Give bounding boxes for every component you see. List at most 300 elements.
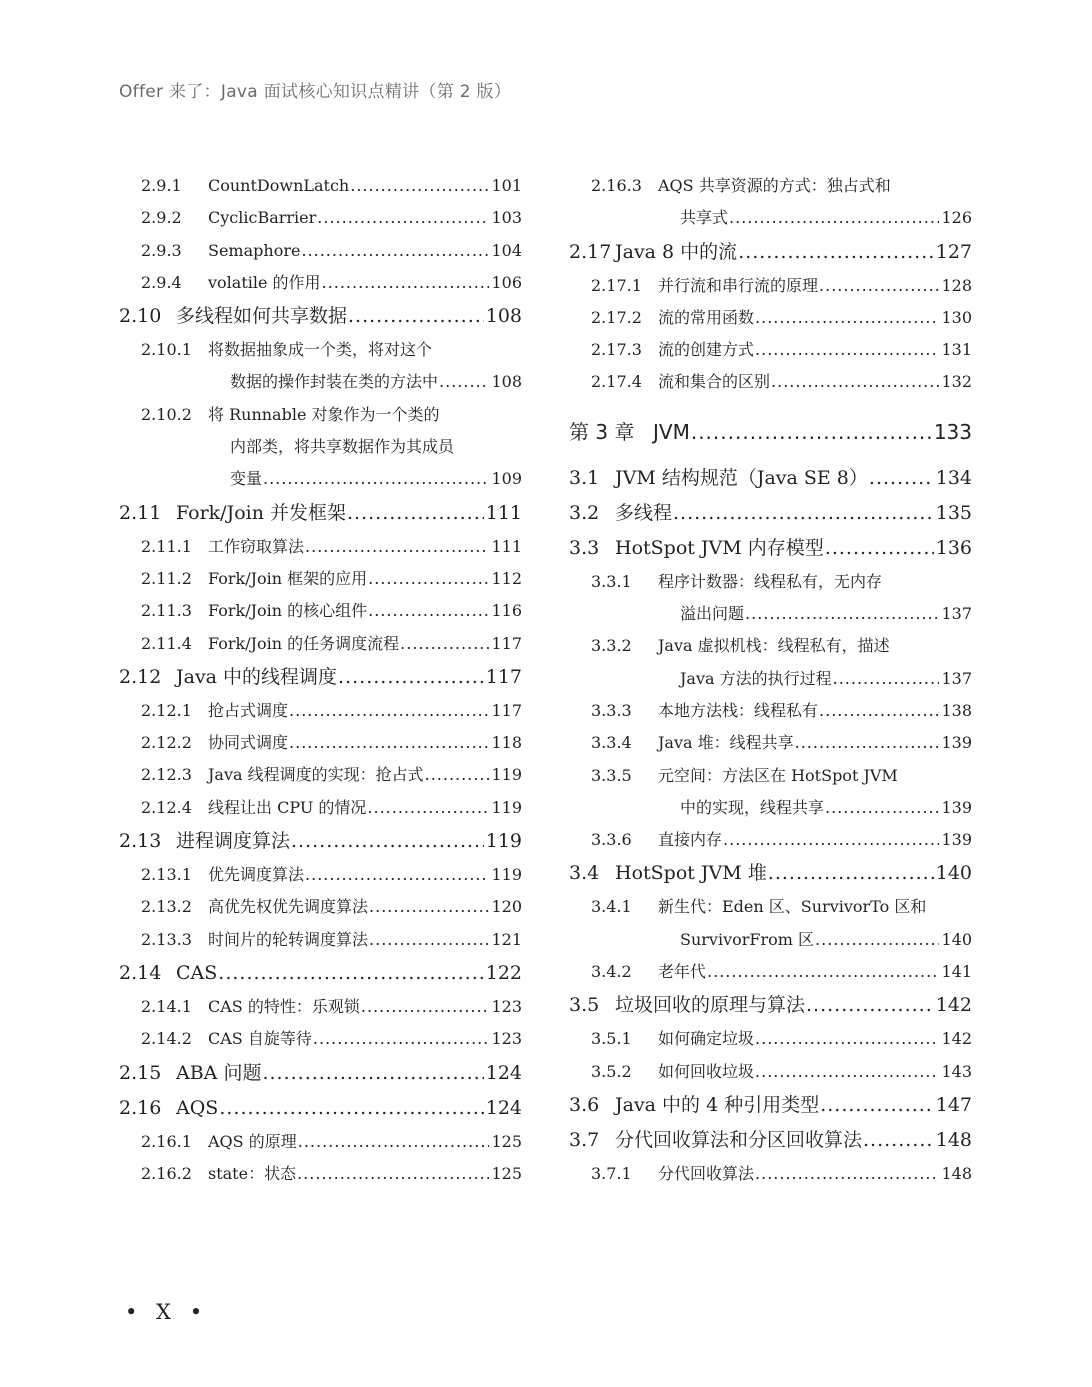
- toc-entry-sub[interactable]: [119, 891, 522, 923]
- toc-entry-continuation: [591, 598, 972, 630]
- toc-entry-sec[interactable]: [119, 299, 522, 334]
- toc-entry-row: [591, 1158, 972, 1190]
- dot-leader: [301, 235, 489, 267]
- toc-entry-row: [591, 366, 972, 398]
- toc-entry-row: [119, 665, 522, 689]
- toc-page-number: 137: [941, 668, 972, 688]
- toc-page-number: 111: [485, 501, 522, 524]
- toc-entry-number: 3.1: [569, 466, 600, 489]
- toc-page-number: 127: [935, 240, 972, 263]
- toc-entry-number: 3.3.2: [591, 636, 632, 656]
- toc-entry-sec[interactable]: [569, 496, 972, 531]
- dot-leader: [348, 304, 484, 328]
- toc-entry-number: 3.3.5: [591, 765, 632, 785]
- toc-entry-sub[interactable]: [119, 1023, 522, 1055]
- toc-entry-number: 2.13.2: [141, 897, 192, 917]
- toc-entry-title: Fork/Join 的核心组件: [208, 601, 368, 621]
- dot-leader: [297, 1158, 489, 1190]
- toc-entry-row: [141, 1126, 522, 1158]
- toc-entry-sub[interactable]: [119, 1126, 522, 1158]
- dot-leader: [833, 663, 940, 695]
- dot-leader: [439, 366, 489, 398]
- dot-leader: [806, 993, 934, 1017]
- toc-page-number: 125: [491, 1163, 522, 1183]
- toc-entry-sub[interactable]: [119, 759, 522, 791]
- toc-entry-continuation: [591, 202, 972, 234]
- toc-entry-continuation: [141, 431, 522, 463]
- dot-leader: [368, 595, 489, 627]
- dot-leader: [673, 501, 934, 525]
- dot-leader: [369, 924, 489, 956]
- toc-entry-number: 2.12.1: [141, 700, 192, 720]
- toc-entry-number: 2.14.2: [141, 1029, 192, 1049]
- toc-entry-continuation: [141, 463, 522, 495]
- toc-entry-sub[interactable]: [569, 1056, 972, 1088]
- dot-leader: [863, 1128, 934, 1152]
- toc-entry-row: [591, 1023, 972, 1055]
- toc-entry-title-cont: 内部类，将共享数据作为其成员: [230, 437, 455, 457]
- toc-entry-sec[interactable]: [569, 461, 972, 496]
- toc-entry-row: [141, 792, 522, 824]
- dot-leader: [819, 695, 939, 727]
- toc-entry-sub[interactable]: [119, 202, 522, 234]
- toc-entry-sec[interactable]: [569, 531, 972, 566]
- toc-entry-number: 3.4: [569, 862, 600, 885]
- toc-entry-row: [141, 235, 522, 267]
- toc-page-number: 147: [935, 1093, 972, 1116]
- toc-entry-sec[interactable]: [119, 660, 522, 695]
- toc-entry-sub[interactable]: [569, 891, 972, 956]
- dot-leader: [361, 991, 490, 1023]
- dot-leader: [368, 563, 489, 595]
- toc-entry-number: 2.11.3: [141, 601, 192, 621]
- toc-entry-number: 3.7.1: [591, 1163, 632, 1183]
- toc-entry-number: 3.2: [569, 501, 600, 524]
- toc-entry-sub[interactable]: [119, 792, 522, 824]
- toc-entry-title: 线程让出 CPU 的情况: [208, 797, 367, 817]
- toc-entry-title: 程序计数器：线程私有，无内存: [658, 571, 883, 591]
- toc-entry-sec[interactable]: [569, 1088, 972, 1123]
- toc-entry-sub[interactable]: [569, 366, 972, 398]
- toc-entry-row: [141, 595, 522, 627]
- toc-entry-number: 2.12.4: [141, 797, 192, 817]
- toc-entry-title: Java 虚拟机栈：线程私有，描述: [658, 636, 890, 656]
- toc-entry-row: [591, 1056, 972, 1088]
- toc-entry-row: [141, 727, 522, 759]
- toc-entry-sub[interactable]: [119, 399, 522, 496]
- dot-leader: [795, 727, 940, 759]
- dot-leader: [723, 824, 939, 856]
- toc-entry-title: 本地方法栈：线程私有: [658, 700, 819, 720]
- toc-page-number: 142: [935, 994, 972, 1017]
- toc-entry-row: [569, 466, 972, 490]
- dot-leader: [369, 891, 489, 923]
- toc-entry-title: 分代回收算法: [658, 1163, 755, 1183]
- toc-entry-sub[interactable]: [119, 991, 522, 1023]
- toc-entry-row: [119, 1096, 522, 1120]
- toc-entry-sub[interactable]: [569, 566, 972, 631]
- toc-entry-title: 流和集合的区别: [658, 372, 771, 392]
- dot-leader: [347, 501, 484, 525]
- toc-entry-row: [569, 417, 972, 447]
- toc-entry-number: 2.9.4: [141, 272, 182, 292]
- toc-page-number: 130: [941, 307, 972, 327]
- dot-leader: [338, 665, 484, 689]
- toc-page-number: 119: [491, 797, 522, 817]
- toc-entry-sub[interactable]: [119, 595, 522, 627]
- toc-page-number: 103: [491, 208, 522, 228]
- toc-entry-row: [569, 1093, 972, 1117]
- toc-column-right: [569, 170, 972, 1190]
- dot-leader: [425, 759, 490, 791]
- toc-page-number: 120: [491, 897, 522, 917]
- toc-entry-number: 3.3.3: [591, 700, 632, 720]
- toc-page-number: 139: [941, 830, 972, 850]
- toc-entry-sub[interactable]: [569, 630, 972, 695]
- toc-entry-number: 3.4.1: [591, 897, 632, 917]
- toc-entry-sub[interactable]: [119, 924, 522, 956]
- toc-entry-title-cont: SurvivorFrom 区: [680, 929, 815, 949]
- dot-leader: [367, 792, 489, 824]
- toc-entry-number: 2.10: [119, 305, 162, 328]
- toc-entry-sec[interactable]: [119, 496, 522, 531]
- toc-entry-sub[interactable]: [119, 859, 522, 891]
- toc-page-number: 123: [491, 1029, 522, 1049]
- toc-page-number: 116: [491, 601, 522, 621]
- toc-page-number: 148: [941, 1163, 972, 1183]
- toc-entry-title: JVM 结构规范（Java SE 8）: [615, 466, 868, 489]
- toc-entry-sub[interactable]: [119, 1158, 522, 1190]
- toc-entry-number: 2.9.1: [141, 176, 182, 195]
- dot-leader: [262, 1061, 483, 1085]
- toc-entry-number: 3.5.2: [591, 1061, 632, 1081]
- toc-entry-title: 将数据抽象成一个类，将对这个: [208, 340, 433, 360]
- toc-entry-sub[interactable]: [569, 695, 972, 727]
- toc-entry-title: 优先调度算法: [208, 865, 305, 885]
- toc-entry-title-cont: 变量: [230, 469, 263, 489]
- toc-entry-number: 2.16.3: [591, 176, 642, 195]
- toc-entry-number: 3.4.2: [591, 962, 632, 982]
- toc-entry-sub[interactable]: [569, 824, 972, 856]
- toc-entry-row: [591, 891, 972, 923]
- dot-leader: [305, 531, 489, 563]
- toc-entry-row: [569, 993, 972, 1017]
- toc-page-number: 141: [941, 962, 972, 982]
- dot-leader: [755, 302, 939, 334]
- toc-entry-row: [141, 563, 522, 595]
- dot-leader: [819, 270, 939, 302]
- toc-entry-sub[interactable]: [119, 267, 522, 299]
- toc-entry-title: 新生代：Eden 区、SurvivorTo 区和: [658, 897, 927, 917]
- toc-entry-number: 2.12: [119, 665, 162, 688]
- toc-entry-row: [569, 1128, 972, 1152]
- toc-entry-title: JVM: [653, 419, 690, 444]
- dot-leader: [298, 1126, 490, 1158]
- toc-entry-row: [591, 170, 972, 202]
- toc-entry-sec[interactable]: [569, 856, 972, 891]
- toc-entry-sub[interactable]: [569, 1023, 972, 1055]
- toc-entry-number: 2.11.2: [141, 568, 192, 588]
- toc-entry-chap[interactable]: [569, 399, 972, 461]
- toc-entry-title-cont: 数据的操作封装在类的方法中: [230, 372, 439, 392]
- toc-entry-title: Semaphore: [208, 240, 301, 260]
- toc-page-number: 148: [935, 1128, 972, 1151]
- toc-entry-title: 老年代: [658, 962, 707, 982]
- toc-entry-number: 2.10.1: [141, 340, 192, 360]
- toc-entry-sec[interactable]: [119, 1091, 522, 1126]
- toc-entry-title: 工作窃取算法: [208, 536, 305, 556]
- running-header: Offer 来了：Java 面试核心知识点精讲（第 2 版）: [119, 82, 512, 102]
- toc-entry-number: 2.9.2: [141, 208, 182, 228]
- toc-page-number: 140: [935, 862, 972, 885]
- toc-entry-row: [141, 924, 522, 956]
- toc-entry-row: [569, 501, 972, 525]
- toc-entry-title: HotSpot JVM 堆: [615, 862, 767, 885]
- toc-entry-title: 抢占式调度: [208, 700, 289, 720]
- toc-page-number: 117: [491, 633, 522, 653]
- toc-entry-sec[interactable]: [119, 824, 522, 859]
- toc-entry-sub[interactable]: [569, 170, 972, 235]
- toc-entry-row: [591, 956, 972, 988]
- toc-entry-number: 2.17.3: [591, 340, 642, 360]
- toc-entry-number: 2.16.1: [141, 1131, 192, 1151]
- toc-page-number: 106: [491, 272, 522, 292]
- toc-page-number: 101: [491, 176, 522, 195]
- toc-entry-row: [591, 334, 972, 366]
- toc-page-number: 119: [491, 865, 522, 885]
- toc-entry-row: [591, 566, 972, 598]
- toc-entry-sub[interactable]: [119, 334, 522, 399]
- toc-page-number: 132: [941, 372, 972, 392]
- toc-entry-continuation: [591, 792, 972, 824]
- toc-entry-number: 2.14: [119, 961, 162, 984]
- toc-entry-sub[interactable]: [119, 235, 522, 267]
- toc-entry-number: 第 3 章: [569, 419, 635, 444]
- toc-entry-number: 2.17.2: [591, 307, 642, 327]
- toc-entry-row: [591, 695, 972, 727]
- toc-page-number: 140: [941, 929, 972, 949]
- toc-entry-title-cont: 中的实现，线程共享: [680, 797, 825, 817]
- toc-entry-title: 协同式调度: [208, 733, 289, 753]
- toc-page-number: 111: [491, 536, 522, 556]
- toc-entry-title: 并行流和串行流的原理: [658, 275, 819, 295]
- dot-leader: [755, 1023, 939, 1055]
- toc-page-number: 136: [935, 536, 972, 559]
- toc-entry-row: [591, 824, 972, 856]
- dot-leader: [820, 1093, 934, 1117]
- toc-entry-row: [119, 501, 522, 525]
- toc-entry-number: 2.16.2: [141, 1163, 192, 1183]
- toc-page-number: 122: [485, 961, 522, 984]
- toc-page-number: 128: [941, 275, 972, 295]
- toc-entry-title: HotSpot JVM 内存模型: [615, 536, 824, 559]
- dot-leader: [755, 1056, 939, 1088]
- toc-entry-continuation: [591, 924, 972, 956]
- toc-entry-sub[interactable]: [119, 170, 522, 202]
- toc-entry-number: 2.13.3: [141, 929, 192, 949]
- dot-leader: [768, 861, 934, 885]
- dot-leader: [771, 366, 939, 398]
- toc-entry-title-cont: Java 方法的执行过程: [680, 668, 832, 688]
- toc-entry-title: Java 堆：线程共享: [658, 733, 794, 753]
- toc-entry-row: [591, 727, 972, 759]
- toc-entry-title: Java 中的 4 种引用类型: [615, 1093, 820, 1116]
- dot-leader: [219, 1096, 483, 1120]
- toc-page-number: 123: [491, 996, 522, 1016]
- toc-entry-row: [591, 302, 972, 334]
- dot-leader: [305, 859, 489, 891]
- toc-entry-sub[interactable]: [569, 334, 972, 366]
- toc-entry-sub[interactable]: [569, 956, 972, 988]
- toc-page-number: 138: [941, 700, 972, 720]
- toc-page-number: 139: [941, 733, 972, 753]
- toc-entry-row: [119, 961, 522, 985]
- dot-leader: [755, 334, 939, 366]
- dot-leader: [707, 956, 939, 988]
- toc-entry-title: Java 线程调度的实现：抢占式: [208, 765, 424, 785]
- toc-page-number: 121: [491, 929, 522, 949]
- toc-entry-row: [141, 628, 522, 660]
- toc-entry-title: CAS: [176, 961, 218, 984]
- toc-entry-title: 多线程如何共享数据: [176, 305, 348, 328]
- toc-entry-sub[interactable]: [119, 628, 522, 660]
- toc-entry-number: 3.6: [569, 1093, 600, 1116]
- toc-page-number: 104: [491, 240, 522, 260]
- toc-entry-title: 直接内存: [658, 830, 723, 850]
- toc-entry-number: 2.17: [569, 240, 612, 263]
- toc-entry-number: 3.3.4: [591, 733, 632, 753]
- toc-entry-sub[interactable]: [119, 695, 522, 727]
- toc-entry-sec[interactable]: [569, 1123, 972, 1158]
- toc-entry-title: Java 8 中的流: [615, 240, 738, 263]
- toc-entry-number: 2.17.1: [591, 275, 642, 295]
- toc-entry-number: 2.9.3: [141, 240, 182, 260]
- toc-page-number: 131: [941, 340, 972, 360]
- dot-leader: [738, 240, 934, 264]
- toc-entry-title: CyclicBarrier: [208, 208, 317, 228]
- toc-page-number: 126: [941, 208, 972, 228]
- toc-entry-title-cont: 溢出问题: [680, 604, 745, 624]
- toc-entry-title: 分代回收算法和分区回收算法: [615, 1128, 863, 1151]
- toc-entry-sub[interactable]: [569, 760, 972, 825]
- toc-entry-title: state：状态: [208, 1163, 297, 1183]
- dot-leader: [263, 463, 489, 495]
- toc-page-number: 137: [941, 604, 972, 624]
- toc-entry-sub[interactable]: [569, 302, 972, 334]
- toc-entry-row: [141, 202, 522, 234]
- toc-entry-title: ABA 问题: [176, 1061, 262, 1084]
- toc-entry-row: [141, 170, 522, 202]
- toc-entry-title-cont: 共享式: [680, 208, 729, 228]
- dot-leader: [869, 466, 934, 490]
- toc-page-number: 118: [491, 733, 522, 753]
- dot-leader: [400, 628, 489, 660]
- toc-page-number: 124: [485, 1061, 522, 1084]
- toc-entry-row: [591, 760, 972, 792]
- toc-entry-row: [141, 399, 522, 431]
- toc-entry-number: 2.12.3: [141, 765, 192, 785]
- toc-entry-number: 3.3.6: [591, 830, 632, 850]
- toc-entry-sub[interactable]: [569, 1158, 972, 1190]
- dot-leader: [825, 792, 939, 824]
- toc-entry-title: AQS: [176, 1096, 219, 1119]
- toc-page-number: 143: [941, 1061, 972, 1081]
- toc-entry-title: CAS 自旋等待: [208, 1029, 312, 1049]
- toc-entry-row: [141, 531, 522, 563]
- toc-entry-title: 进程调度算法: [176, 830, 291, 853]
- dot-leader: [313, 1023, 490, 1055]
- toc-entry-title: CAS 的特性：乐观锁: [208, 996, 360, 1016]
- dot-leader: [745, 598, 939, 630]
- toc-entry-number: 2.16: [119, 1096, 162, 1119]
- toc-entry-sub[interactable]: [569, 270, 972, 302]
- dot-leader: [755, 1158, 939, 1190]
- toc-page-number: 135: [935, 501, 972, 524]
- toc-entry-title: Fork/Join 的任务调度流程: [208, 633, 400, 653]
- toc-entry-row: [141, 859, 522, 891]
- toc-page-number: 112: [491, 568, 522, 588]
- toc-entry-title: 如何回收垃圾: [658, 1061, 755, 1081]
- toc-page-number: 133: [933, 419, 972, 444]
- toc-entry-row: [141, 267, 522, 299]
- toc-entry-number: 2.11: [119, 501, 162, 524]
- toc-entry-title: 多线程: [615, 501, 673, 524]
- dot-leader: [350, 170, 489, 202]
- toc-entry-number: 2.17.4: [591, 372, 642, 392]
- toc-entry-row: [569, 536, 972, 560]
- toc-entry-number: 2.12.2: [141, 733, 192, 753]
- toc-entry-sub[interactable]: [119, 563, 522, 595]
- toc-entry-row: [141, 991, 522, 1023]
- toc-entry-title: 高优先权优先调度算法: [208, 897, 369, 917]
- toc-page-number: 117: [491, 700, 522, 720]
- toc-entry-row: [591, 270, 972, 302]
- dot-leader: [815, 924, 939, 956]
- toc-entry-number: 2.13.1: [141, 865, 192, 885]
- toc-entry-sub[interactable]: [569, 727, 972, 759]
- toc-entry-number: 2.10.2: [141, 404, 192, 424]
- toc-entry-sec[interactable]: [569, 988, 972, 1023]
- toc-page-number: 109: [491, 469, 522, 489]
- toc-entry-row: [569, 861, 972, 885]
- toc-entry-continuation: [141, 366, 522, 398]
- dot-leader: [729, 202, 939, 234]
- toc-entry-number: 3.5: [569, 994, 600, 1017]
- toc-entry-sub[interactable]: [119, 727, 522, 759]
- toc-entry-title: AQS 的原理: [208, 1131, 297, 1151]
- toc-entry-row: [141, 1158, 522, 1190]
- toc-entry-number: 2.14.1: [141, 996, 192, 1016]
- toc-entry-sec[interactable]: [119, 1056, 522, 1091]
- toc-entry-title: 将 Runnable 对象作为一个类的: [208, 404, 440, 424]
- toc-entry-sub[interactable]: [119, 531, 522, 563]
- toc-entry-row: [119, 829, 522, 853]
- toc-entry-sec[interactable]: [119, 956, 522, 991]
- dot-leader: [322, 267, 490, 299]
- toc-page-number: 108: [485, 305, 522, 328]
- dot-leader: [691, 417, 932, 447]
- toc-column-left: [119, 170, 522, 1190]
- toc-page-number: 119: [485, 830, 522, 853]
- toc-entry-number: 3.7: [569, 1128, 600, 1151]
- toc-entry-number: 2.15: [119, 1061, 162, 1084]
- toc-entry-row: [569, 240, 972, 264]
- dot-leader: [289, 695, 489, 727]
- toc-entry-continuation: [591, 663, 972, 695]
- toc-entry-row: [119, 304, 522, 328]
- dot-leader: [291, 829, 484, 853]
- toc-entry-sec[interactable]: [569, 235, 972, 270]
